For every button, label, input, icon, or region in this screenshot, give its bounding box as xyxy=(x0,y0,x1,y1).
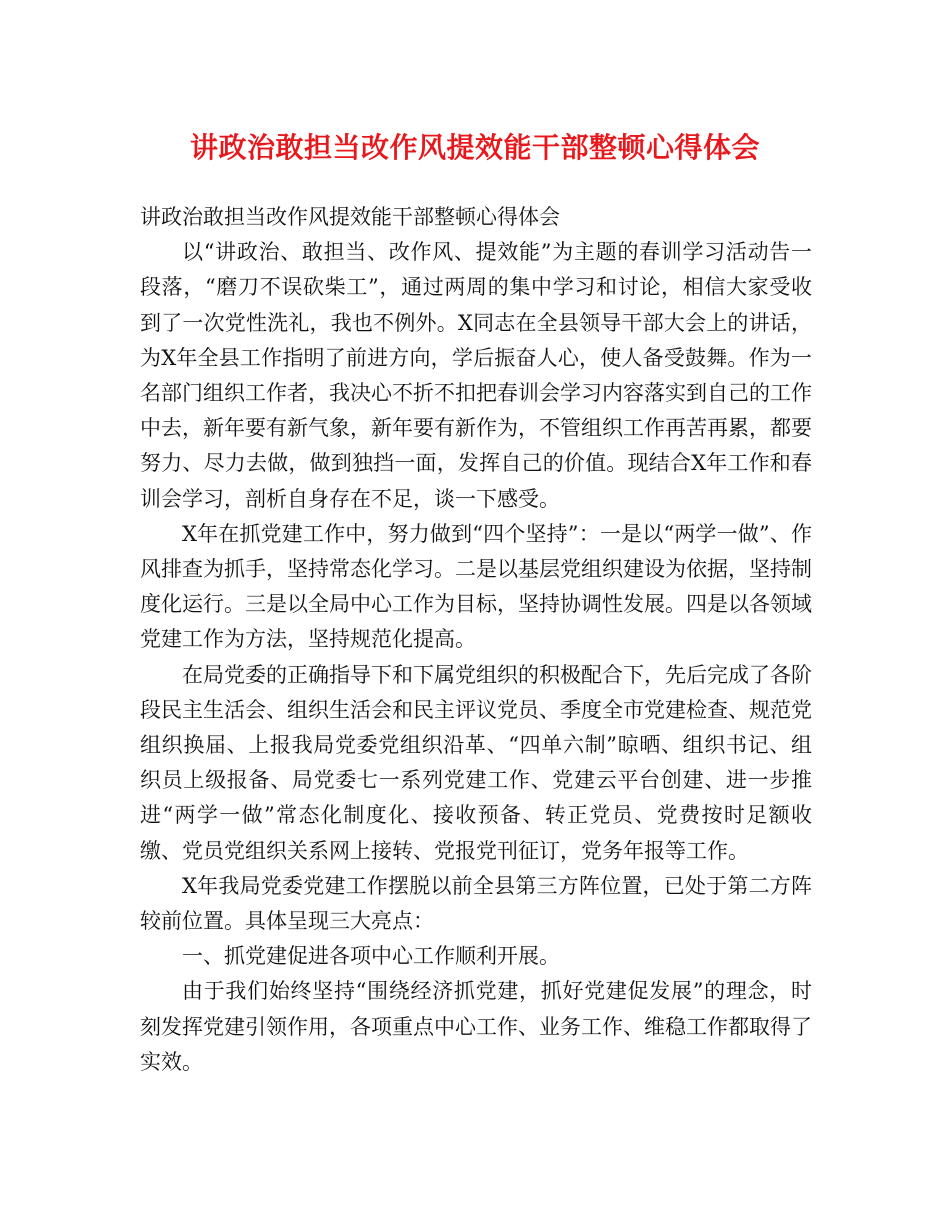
body-paragraph: X年在抓党建工作中，努力做到“四个坚持”：一是以“两学一做”、作风排查为抓手，坚持常态化学习。二是以基层党组织建设为依据，坚持制度化运行。三是以全局中心工作为目标，坚持协调性发展。四是以各领域党建工作为方法，坚持规范化提高。 xyxy=(140,521,812,652)
body-paragraph: X年我局党委党建工作摆脱以前全县第三方阵位置，已处于第二方阵较前位置。具体呈现三大亮点： xyxy=(140,873,812,934)
document-title: 讲政治敢担当改作风提效能干部整顿心得体会 xyxy=(189,131,760,164)
body-paragraph-subtitle: 讲政治敢担当改作风提效能干部整顿心得体会 xyxy=(140,205,560,229)
body-paragraph: 以“讲政治、敢担当、改作风、提效能”为主题的春训学习活动告一段落，“磨刀不误砍柴工”，通过两周的集中学习和讨论，相信大家受收到了一次党性洗礼，我也不例外。X同志在全县领导干部大会上的讲话，为X年全县工作指明了前进方向，学后振奋人心，使人备受鼓舞。作为一名部门组织工作者，我决心不折不扣把春训会学习内容落实到自己的工作中去，新年要有新气象，新年要有新作为，不管组织工作再苦再累，都要努力、尽力去做，做到独挡一面，发挥自己的价值。现结合X年工作和春训会学习，剖析自身存在不足，谈一下感受。 xyxy=(140,240,812,511)
document-body xyxy=(140,200,812,1080)
body-paragraph: 由于我们始终坚持“围绕经济抓党建，抓好党建促发展”的理念，时刻发挥党建引领作用，各项重点中心工作、业务工作、维稳工作都取得了实效。 xyxy=(140,979,812,1074)
body-paragraph: 在局党委的正确指导下和下属党组织的积极配合下，先后完成了各阶段民主生活会、组织生活会和民主评议党员、季度全市党建检查、规范党组织换届、上报我局党委党组织沿革、“四单六制”晾晒、组织书记、组织员上级报备、局党委七一系列党建工作、党建云平台创建、进一步推进“两学一做”常态化制度化、接收预备、转正党员、党费按时足额收缴、党员党组织关系网上接转、党报党刊征订，党务年报等工作。 xyxy=(140,662,812,863)
body-paragraph-heading: 一、抓党建促进各项中心工作顺利开展。 xyxy=(182,944,560,969)
